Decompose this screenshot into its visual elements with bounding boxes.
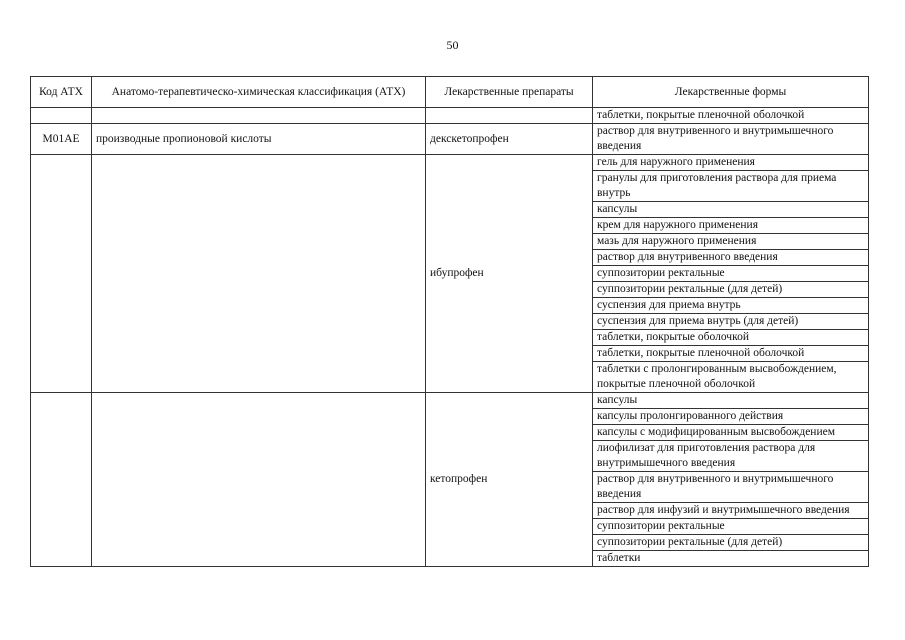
header-drug: Лекарственные препараты [426,77,593,108]
cell-dosage-form: суппозитории ректальные [593,519,869,535]
cell-drug: ибупрофен [426,155,593,393]
cell-dosage-form: гель для наружного применения [593,155,869,171]
header-classification: Анатомо-терапевтическо-химическая классификация (АТХ) [92,77,426,108]
table-row [31,393,869,409]
cell-dosage-form: капсулы пролонгированного действия [593,409,869,425]
cell-code: M01AE [31,124,92,155]
cell-dosage-form: раствор для внутривенного и внутримышечного введения [593,124,869,155]
table-row [31,124,869,155]
cell-drug: декскетопрофен [426,124,593,155]
cell-dosage-form: лиофилизат для приготовления раствора для внутримышечного введения [593,441,869,472]
atx-table [30,76,869,567]
cell-dosage-form: суспензия для приема внутрь [593,298,869,314]
cell-drug [426,108,593,124]
cell-code [31,155,92,393]
cell-dosage-form: суспензия для приема внутрь (для детей) [593,314,869,330]
cell-code [31,108,92,124]
header-code: Код АТХ [31,77,92,108]
cell-dosage-form: таблетки [593,551,869,567]
header-forms: Лекарственные формы [593,77,869,108]
cell-dosage-form: таблетки, покрытые пленочной оболочкой [593,346,869,362]
cell-code [31,393,92,567]
cell-dosage-form: капсулы [593,393,869,409]
cell-dosage-form: крем для наружного применения [593,218,869,234]
cell-dosage-form: раствор для внутривенного и внутримышечного введения [593,472,869,503]
cell-dosage-form: капсулы [593,202,869,218]
cell-classification [92,155,426,393]
cell-dosage-form: суппозитории ректальные (для детей) [593,535,869,551]
cell-classification [92,108,426,124]
cell-dosage-form: суппозитории ректальные [593,266,869,282]
cell-dosage-form: таблетки, покрытые пленочной оболочкой [593,108,869,124]
page-number: 50 [446,38,459,52]
table-row [31,108,869,124]
cell-dosage-form: раствор для инфузий и внутримышечного введения [593,503,869,519]
table-row [31,155,869,171]
cell-classification [92,393,426,567]
table-header-row [31,77,869,108]
cell-dosage-form: мазь для наружного применения [593,234,869,250]
cell-drug: кетопрофен [426,393,593,567]
table-body [31,108,869,567]
cell-dosage-form: раствор для внутривенного введения [593,250,869,266]
cell-dosage-form: капсулы с модифицированным высвобождением [593,425,869,441]
cell-dosage-form: таблетки, покрытые оболочкой [593,330,869,346]
cell-dosage-form: суппозитории ректальные (для детей) [593,282,869,298]
cell-classification: производные пропионовой кислоты [92,124,426,155]
cell-dosage-form: гранулы для приготовления раствора для приема внутрь [593,171,869,202]
cell-dosage-form: таблетки с пролонгированным высвобождением, покрытые пленочной оболочкой [593,362,869,393]
